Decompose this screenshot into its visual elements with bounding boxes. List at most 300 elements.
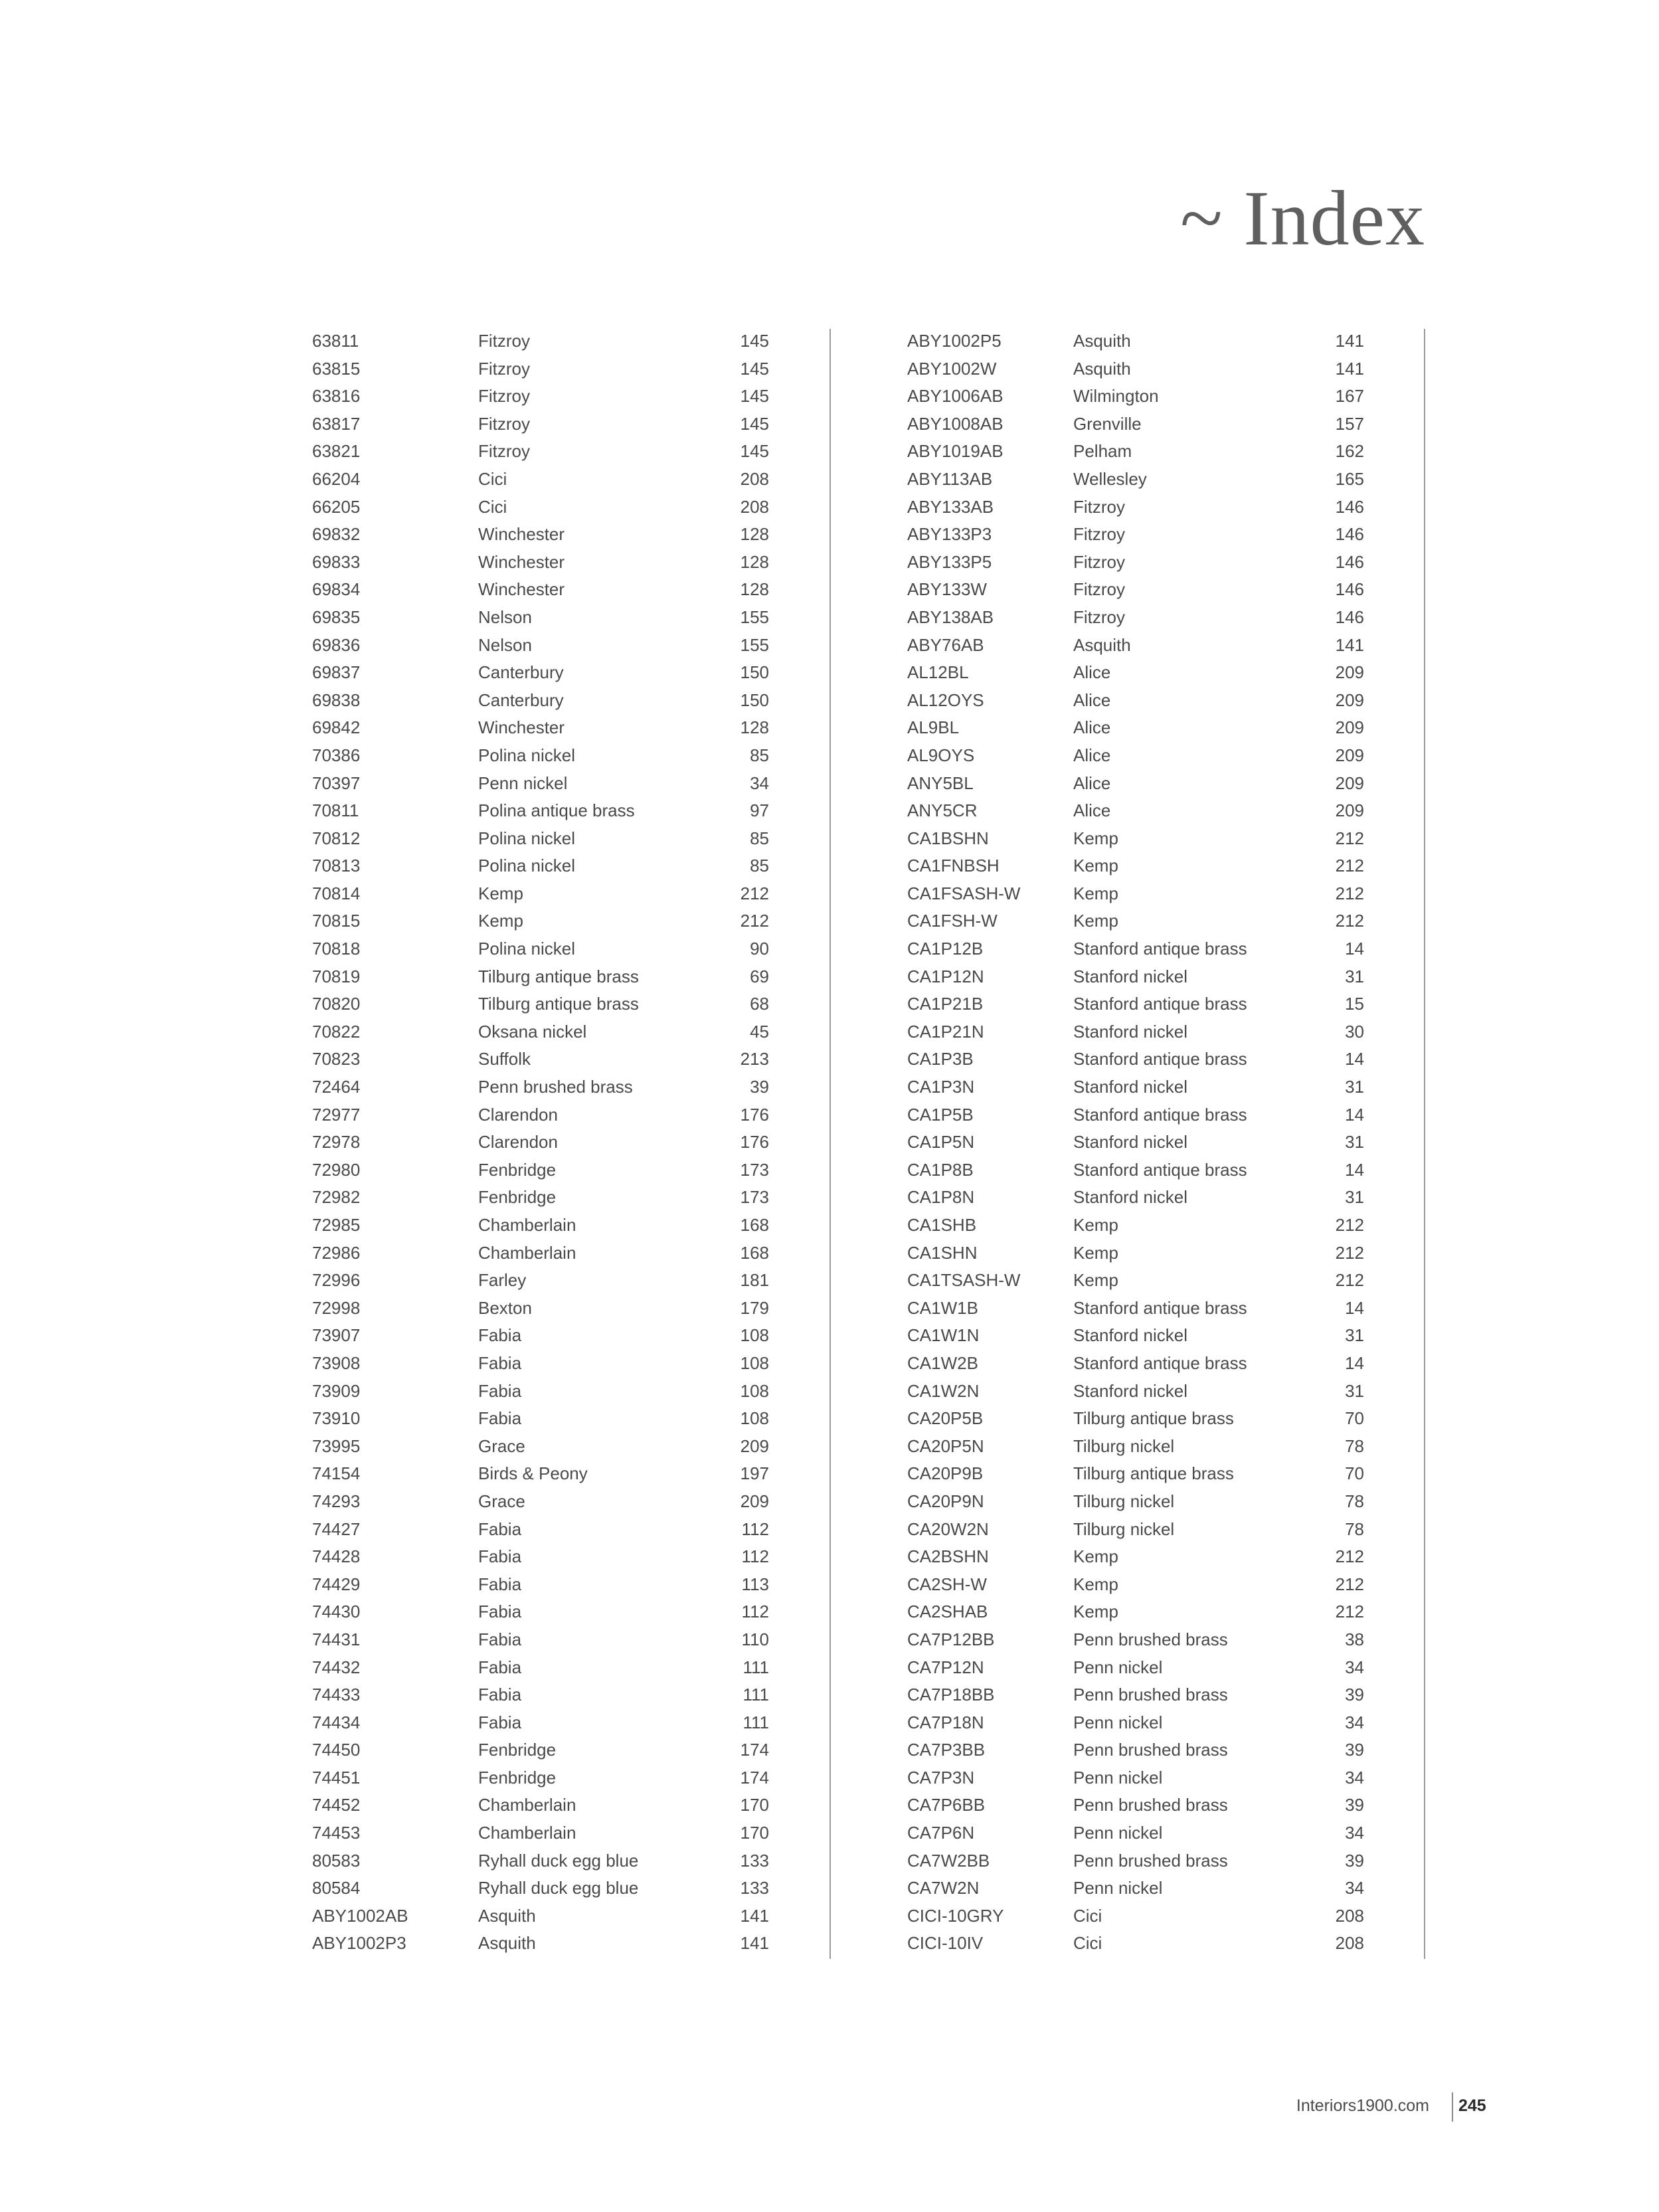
- product-code: CA1P8N: [907, 1187, 975, 1208]
- product-code: 72996: [312, 1270, 361, 1291]
- product-name: Canterbury: [478, 690, 564, 710]
- index-row: [907, 1571, 1505, 1599]
- index-row: [907, 1295, 1505, 1323]
- product-name: Tilburg nickel: [1073, 1435, 1175, 1456]
- product-name: Kemp: [1073, 1546, 1118, 1567]
- product-name: Penn nickel: [1073, 1657, 1163, 1677]
- product-name: Kemp: [478, 883, 523, 903]
- product-name: Wilmington: [1073, 386, 1159, 407]
- product-name: Stanford antique brass: [1073, 1159, 1247, 1180]
- page-ref: 70: [1345, 1463, 1364, 1484]
- page-ref: 212: [1335, 1574, 1364, 1594]
- product-name: Fabia: [478, 1546, 522, 1567]
- index-row: [907, 327, 1505, 355]
- page-ref: 208: [1335, 1933, 1364, 1954]
- index-row: [312, 1488, 910, 1516]
- product-code: CA7P6N: [907, 1823, 975, 1843]
- index-row: [907, 1350, 1505, 1378]
- product-name: Penn brushed brass: [1073, 1685, 1228, 1705]
- product-name: Fitzroy: [1073, 524, 1125, 545]
- page-ref: 181: [740, 1270, 769, 1291]
- product-code: 70386: [312, 745, 361, 765]
- page-ref: 39: [1345, 1685, 1364, 1705]
- page-ref: 111: [742, 1685, 769, 1705]
- page-ref: 176: [740, 1104, 769, 1125]
- product-code: 73910: [312, 1408, 361, 1429]
- page-ref: 157: [1335, 413, 1364, 434]
- page-ref: 31: [1345, 1077, 1364, 1097]
- page-ref: 14: [1345, 1352, 1364, 1373]
- page-ref: 39: [1345, 1740, 1364, 1760]
- page-ref: 128: [740, 717, 769, 738]
- page-ref: 209: [1335, 717, 1364, 738]
- product-name: Winchester: [478, 717, 565, 738]
- product-name: Stanford antique brass: [1073, 1352, 1247, 1373]
- product-code: CA1SHN: [907, 1242, 978, 1263]
- page-ref: 212: [1335, 1270, 1364, 1291]
- page-ref: 146: [1335, 496, 1364, 517]
- product-name: Penn nickel: [1073, 1878, 1163, 1898]
- page-ref: 209: [1335, 800, 1364, 821]
- product-code: 72982: [312, 1187, 361, 1208]
- product-code: CA7P18BB: [907, 1685, 995, 1705]
- product-name: Pelham: [1073, 441, 1132, 462]
- product-code: CA7W2BB: [907, 1850, 990, 1871]
- page-ref: 34: [1345, 1878, 1364, 1898]
- index-row: [312, 1267, 910, 1295]
- page-ref: 145: [740, 441, 769, 462]
- product-name: Clarendon: [478, 1132, 558, 1152]
- product-code: 80583: [312, 1850, 361, 1871]
- product-code: 72980: [312, 1159, 361, 1180]
- page-ref: 30: [1345, 1021, 1364, 1042]
- page-ref: 170: [740, 1795, 769, 1815]
- product-code: AL9OYS: [907, 745, 975, 765]
- page-ref: 111: [742, 1657, 769, 1677]
- product-name: Stanford nickel: [1073, 1187, 1187, 1208]
- product-code: 74293: [312, 1491, 361, 1511]
- index-row: [907, 1875, 1505, 1902]
- page-ref: 168: [740, 1242, 769, 1263]
- product-code: 63811: [312, 331, 359, 351]
- page-ref: 213: [740, 1049, 769, 1069]
- page-ref: 208: [1335, 1905, 1364, 1926]
- index-row: [907, 770, 1505, 798]
- product-name: Stanford antique brass: [1073, 1297, 1247, 1318]
- page-ref: 128: [740, 551, 769, 572]
- product-name: Alice: [1073, 745, 1111, 765]
- product-code: 69837: [312, 662, 361, 683]
- page-ref: 68: [750, 994, 769, 1014]
- page-ref: 141: [740, 1933, 769, 1954]
- page-ref: 70: [1345, 1408, 1364, 1429]
- product-name: Winchester: [478, 551, 565, 572]
- index-row: [907, 687, 1505, 715]
- product-code: 74154: [312, 1463, 361, 1484]
- product-code: 74430: [312, 1602, 361, 1622]
- product-code: ANY5BL: [907, 773, 974, 793]
- index-row: [312, 687, 910, 715]
- index-row: [907, 1267, 1505, 1295]
- page-ref: 34: [1345, 1767, 1364, 1788]
- index-row: [312, 1654, 910, 1682]
- product-name: Kemp: [1073, 1242, 1118, 1263]
- product-code: CA20P9N: [907, 1491, 984, 1511]
- product-code: CA7P3BB: [907, 1740, 986, 1760]
- product-name: Alice: [1073, 717, 1111, 738]
- index-row: [907, 714, 1505, 742]
- page-ref: 150: [740, 690, 769, 710]
- product-code: CA1FSH-W: [907, 911, 998, 931]
- page-ref: 85: [750, 828, 769, 848]
- index-row: [907, 880, 1505, 908]
- page-ref: 39: [1345, 1795, 1364, 1815]
- product-code: ABY113AB: [907, 468, 993, 489]
- index-row: [907, 1405, 1505, 1433]
- page-ref: 108: [740, 1325, 769, 1346]
- index-row: [312, 852, 910, 880]
- page-ref: 209: [1335, 662, 1364, 683]
- product-code: ABY1006AB: [907, 386, 1004, 407]
- product-code: 66205: [312, 496, 361, 517]
- page-ref: 212: [1335, 883, 1364, 903]
- product-name: Asquith: [1073, 634, 1131, 655]
- index-row: [312, 1709, 910, 1737]
- product-code: ABY133P5: [907, 551, 992, 572]
- page-ref: 212: [740, 883, 769, 903]
- page-ref: 173: [740, 1159, 769, 1180]
- product-name: Fitzroy: [1073, 606, 1125, 627]
- product-code: ANY5CR: [907, 800, 978, 821]
- product-name: Fenbridge: [478, 1159, 557, 1180]
- product-name: Fabia: [478, 1602, 522, 1622]
- page-title: ~ Index: [1179, 175, 1425, 262]
- index-row: [312, 659, 910, 687]
- product-name: Fabia: [478, 1408, 522, 1429]
- product-code: ABY133AB: [907, 496, 994, 517]
- product-name: Tilburg antique brass: [478, 994, 639, 1014]
- product-code: ABY1002P3: [312, 1933, 406, 1954]
- page-ref: 38: [1345, 1629, 1364, 1649]
- page-ref: 197: [740, 1463, 769, 1484]
- product-name: Fitzroy: [478, 386, 530, 407]
- product-name: Fitzroy: [478, 413, 530, 434]
- index-row: [907, 1073, 1505, 1101]
- page-ref: 212: [1335, 828, 1364, 848]
- index-row: [907, 411, 1505, 438]
- index-row: [907, 1378, 1505, 1406]
- page-ref: 155: [740, 634, 769, 655]
- column-rule-left: [830, 329, 831, 1959]
- product-name: Cici: [478, 468, 507, 489]
- product-name: Penn brushed brass: [1073, 1740, 1228, 1760]
- index-row: [907, 1847, 1505, 1875]
- product-code: 72986: [312, 1242, 361, 1263]
- index-row: [907, 1709, 1505, 1737]
- product-code: CA2SH-W: [907, 1574, 987, 1594]
- index-row: [907, 1460, 1505, 1488]
- page-ref: 212: [1335, 856, 1364, 876]
- product-name: Asquith: [478, 1905, 536, 1926]
- page-ref: 14: [1345, 1104, 1364, 1125]
- product-name: Asquith: [478, 1933, 536, 1954]
- product-name: Grenville: [1073, 413, 1142, 434]
- product-name: Alice: [1073, 690, 1111, 710]
- product-name: Winchester: [478, 579, 565, 600]
- page-ref: 174: [740, 1740, 769, 1760]
- index-row: [312, 1156, 910, 1184]
- index-row: [312, 1543, 910, 1571]
- product-name: Nelson: [478, 606, 532, 627]
- product-code: 74453: [312, 1823, 361, 1843]
- index-row: [312, 1073, 910, 1101]
- index-row: [312, 1930, 910, 1958]
- index-row: [907, 1046, 1505, 1073]
- product-name: Kemp: [1073, 1574, 1118, 1594]
- product-code: 70814: [312, 883, 361, 903]
- index-row: [312, 1350, 910, 1378]
- product-code: 63817: [312, 413, 361, 434]
- page-ref: 145: [740, 386, 769, 407]
- page-ref: 150: [740, 662, 769, 683]
- product-code: 74427: [312, 1519, 361, 1539]
- product-code: 73907: [312, 1325, 361, 1346]
- product-name: Suffolk: [478, 1049, 531, 1069]
- product-code: 72998: [312, 1297, 361, 1318]
- product-name: Fitzroy: [1073, 551, 1125, 572]
- page-ref: 170: [740, 1823, 769, 1843]
- product-name: Cici: [1073, 1933, 1102, 1954]
- product-name: Kemp: [1073, 856, 1118, 876]
- index-row: [907, 659, 1505, 687]
- page-ref: 78: [1345, 1491, 1364, 1511]
- product-code: 69836: [312, 634, 361, 655]
- index-row: [312, 576, 910, 604]
- page-ref: 212: [740, 911, 769, 931]
- index-row: [907, 1598, 1505, 1626]
- index-row: [312, 1101, 910, 1129]
- index-row: [312, 1875, 910, 1902]
- product-name: Fitzroy: [478, 331, 530, 351]
- index-row: [312, 1681, 910, 1709]
- product-code: CA7P12BB: [907, 1629, 995, 1649]
- product-name: Nelson: [478, 634, 532, 655]
- product-code: CA7P18N: [907, 1712, 984, 1732]
- index-row: [907, 1240, 1505, 1267]
- product-code: CA7W2N: [907, 1878, 980, 1898]
- page-ref: 110: [741, 1629, 769, 1649]
- index-row: [907, 355, 1505, 383]
- page-ref: 34: [750, 773, 769, 793]
- product-name: Fabia: [478, 1380, 522, 1401]
- product-code: 74450: [312, 1740, 361, 1760]
- page-ref: 14: [1345, 1297, 1364, 1318]
- index-row: [312, 438, 910, 466]
- page-ref: 176: [740, 1132, 769, 1152]
- index-row: [312, 494, 910, 521]
- page-ref: 31: [1345, 1380, 1364, 1401]
- index-row: [312, 549, 910, 577]
- index-row: [907, 1156, 1505, 1184]
- index-row: [312, 990, 910, 1018]
- page-ref: 112: [741, 1546, 769, 1567]
- product-code: ABY138AB: [907, 606, 994, 627]
- footer-divider: [1452, 2092, 1453, 2122]
- product-code: 69834: [312, 579, 361, 600]
- product-name: Fabia: [478, 1629, 522, 1649]
- page-ref: 179: [740, 1297, 769, 1318]
- page-ref: 111: [742, 1712, 769, 1732]
- product-code: CA1P8B: [907, 1159, 974, 1180]
- page-ref: 145: [740, 413, 769, 434]
- product-code: CA1W1N: [907, 1325, 980, 1346]
- product-name: Penn brushed brass: [1073, 1629, 1228, 1649]
- product-name: Stanford nickel: [1073, 966, 1187, 986]
- index-row: [907, 797, 1505, 825]
- product-name: Fabia: [478, 1352, 522, 1373]
- product-code: 70818: [312, 939, 361, 959]
- page-ref: 209: [1335, 690, 1364, 710]
- index-row: [907, 576, 1505, 604]
- index-row: [907, 1433, 1505, 1461]
- product-name: Fabia: [478, 1519, 522, 1539]
- page-ref: 133: [740, 1878, 769, 1898]
- index-row: [312, 963, 910, 991]
- page-ref: 141: [1335, 331, 1364, 351]
- product-code: CICI-10IV: [907, 1933, 984, 1954]
- product-code: 70813: [312, 856, 361, 876]
- page-ref: 167: [1335, 386, 1364, 407]
- product-code: ABY133W: [907, 579, 987, 600]
- page-ref: 133: [740, 1850, 769, 1871]
- page-ref: 34: [1345, 1657, 1364, 1677]
- product-code: 72464: [312, 1077, 361, 1097]
- index-row: [907, 742, 1505, 770]
- page-ref: 108: [740, 1352, 769, 1373]
- footer-website[interactable]: Interiors1900.com: [1296, 2096, 1429, 2115]
- index-row: [907, 1018, 1505, 1046]
- product-name: Asquith: [1073, 358, 1131, 379]
- product-name: Penn nickel: [1073, 1767, 1163, 1788]
- product-code: 66204: [312, 468, 361, 489]
- product-name: Chamberlain: [478, 1215, 576, 1235]
- page-ref: 85: [750, 856, 769, 876]
- product-name: Fenbridge: [478, 1767, 557, 1788]
- page-ref: 212: [1335, 1215, 1364, 1235]
- product-name: Penn nickel: [1073, 1712, 1163, 1732]
- product-code: 70811: [312, 800, 359, 821]
- product-name: Polina nickel: [478, 745, 575, 765]
- page-ref: 97: [750, 800, 769, 821]
- page-ref: 141: [740, 1905, 769, 1926]
- product-name: Alice: [1073, 773, 1111, 793]
- product-name: Fabia: [478, 1685, 522, 1705]
- product-name: Penn nickel: [1073, 1823, 1163, 1843]
- product-code: 72977: [312, 1104, 361, 1125]
- page-ref: 31: [1345, 1325, 1364, 1346]
- index-row: [312, 604, 910, 632]
- product-code: 70820: [312, 994, 361, 1014]
- product-code: 70823: [312, 1049, 361, 1069]
- page-ref: 31: [1345, 1187, 1364, 1208]
- product-code: 70812: [312, 828, 361, 848]
- index-row: [312, 1295, 910, 1323]
- column-rule-right: [1424, 329, 1425, 1959]
- product-code: CA1TSASH-W: [907, 1270, 1021, 1291]
- page-ref: 39: [1345, 1850, 1364, 1871]
- index-row: [312, 714, 910, 742]
- product-code: CA7P3N: [907, 1767, 975, 1788]
- product-name: Alice: [1073, 662, 1111, 683]
- page-ref: 112: [741, 1519, 769, 1539]
- product-name: Cici: [1073, 1905, 1102, 1926]
- page-ref: 113: [741, 1574, 769, 1594]
- product-code: 80584: [312, 1878, 361, 1898]
- product-name: Polina nickel: [478, 939, 575, 959]
- product-code: AL12OYS: [907, 690, 984, 710]
- index-row: [907, 494, 1505, 521]
- index-row: [312, 1626, 910, 1654]
- product-name: Fitzroy: [478, 358, 530, 379]
- product-code: CA1BSHN: [907, 828, 989, 848]
- product-code: CA20P5B: [907, 1408, 984, 1429]
- product-code: CA1P3B: [907, 1049, 974, 1069]
- page-ref: 162: [1335, 441, 1364, 462]
- product-name: Canterbury: [478, 662, 564, 683]
- index-row: [907, 1101, 1505, 1129]
- product-code: CA1P5B: [907, 1104, 974, 1125]
- product-code: ABY76AB: [907, 634, 984, 655]
- product-code: 73909: [312, 1380, 361, 1401]
- index-column-right: [907, 327, 1505, 1958]
- page-ref: 145: [740, 358, 769, 379]
- page-ref: 155: [740, 606, 769, 627]
- index-row: [907, 521, 1505, 549]
- page-ref: 45: [750, 1021, 769, 1042]
- product-code: 73995: [312, 1435, 361, 1456]
- index-row: [312, 1902, 910, 1930]
- index-row: [312, 1819, 910, 1847]
- product-name: Stanford antique brass: [1073, 994, 1247, 1014]
- product-code: ABY1008AB: [907, 413, 1004, 434]
- product-code: 70815: [312, 911, 361, 931]
- index-row: [312, 770, 910, 798]
- index-column-left: [312, 327, 910, 1958]
- product-name: Stanford nickel: [1073, 1380, 1187, 1401]
- page-ref: 212: [1335, 1242, 1364, 1263]
- product-name: Grace: [478, 1435, 525, 1456]
- product-name: Stanford antique brass: [1073, 1104, 1247, 1125]
- index-row: [312, 1018, 910, 1046]
- product-name: Fabia: [478, 1574, 522, 1594]
- product-code: 74431: [312, 1629, 361, 1649]
- page-ref: 34: [1345, 1712, 1364, 1732]
- index-row: [312, 1764, 910, 1792]
- page-ref: 168: [740, 1215, 769, 1235]
- index-row: [312, 521, 910, 549]
- product-code: CA7P6BB: [907, 1795, 986, 1815]
- product-name: Fitzroy: [478, 441, 530, 462]
- product-code: 63821: [312, 441, 361, 462]
- page-ref: 14: [1345, 939, 1364, 959]
- product-name: Kemp: [1073, 883, 1118, 903]
- index-row: [907, 990, 1505, 1018]
- page-ref: 141: [1335, 358, 1364, 379]
- product-code: CA1FSASH-W: [907, 883, 1021, 903]
- product-code: 74429: [312, 1574, 361, 1594]
- product-name: Penn brushed brass: [478, 1077, 633, 1097]
- index-row: [907, 852, 1505, 880]
